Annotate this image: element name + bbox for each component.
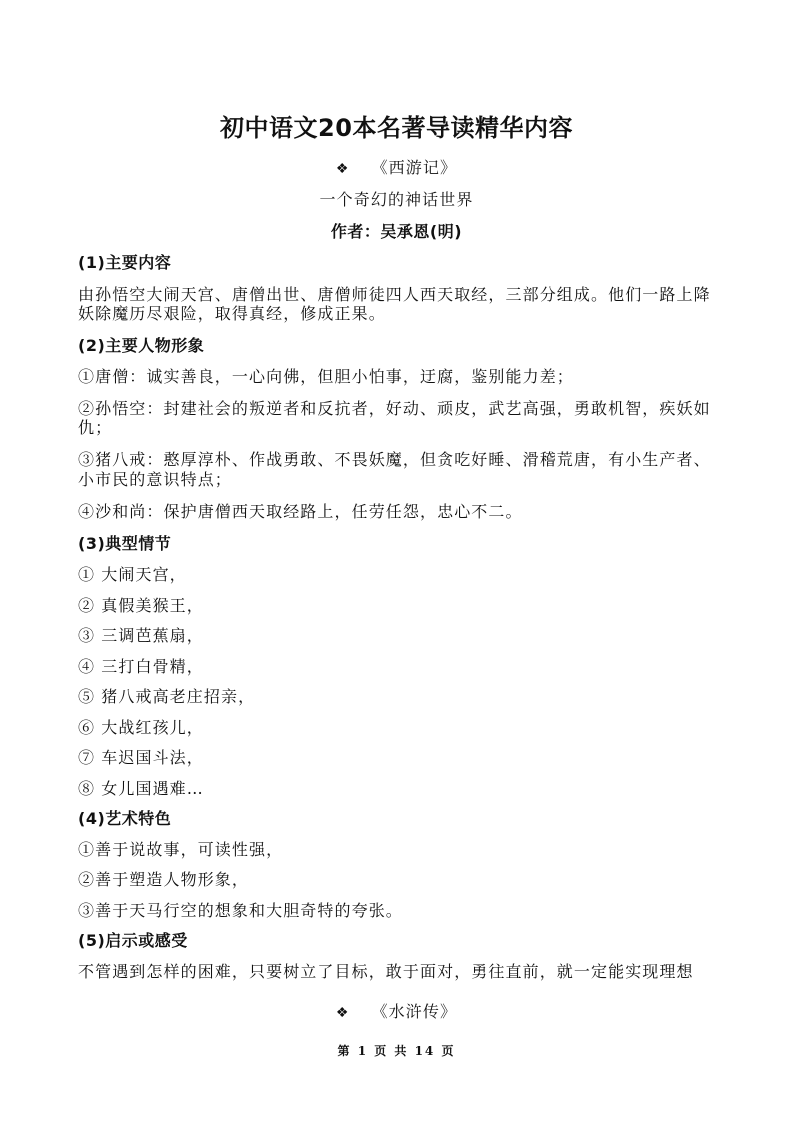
character-item: 仇； [78, 418, 113, 437]
character-item: 小市民的意识特点； [78, 470, 232, 489]
feature-item: ①善于说故事，可读性强， [78, 840, 284, 859]
plot-item: ② 真假美猴王， [78, 596, 204, 615]
plot-item: ④ 三打白骨精， [78, 657, 204, 676]
book-name: 《西游记》 [371, 158, 458, 177]
paragraph-line: 由孙悟空大闹天宫、唐僧出世、唐僧师徒四人西天取经，三部分组成。他们一路上降 [78, 285, 711, 304]
character-item: ③猪八戒：憨厚淳朴、作战勇敢、不畏妖魔，但贪吃好睡、滑稽荒唐，有小生产者、 [78, 450, 711, 469]
plot-item: ① 大闹天宫， [78, 565, 187, 584]
feature-item: ②善于塑造人物形象， [78, 870, 250, 889]
section-heading: (1)主要内容 [78, 253, 172, 272]
book-heading [0, 158, 793, 178]
section-heading: (5)启示或感受 [78, 931, 188, 950]
book-author: 作者：吴承恩(明) [330, 222, 463, 241]
plot-item: ⑤ 猪八戒高老庄招亲， [78, 687, 256, 706]
section-heading: (4)艺术特色 [78, 809, 172, 828]
book-subtitle: 一个奇幻的神话世界 [319, 190, 474, 209]
plot-item: ③ 三调芭蕉扇， [78, 626, 204, 645]
page-footer: 第 1 页 共 14 页 [337, 1044, 456, 1058]
diamond-icon: ❖ [335, 161, 350, 177]
plot-item: ⑦ 车迟国斗法， [78, 748, 204, 767]
section-heading: (2)主要人物形象 [78, 336, 205, 355]
book-name: 《水浒传》 [371, 1002, 458, 1021]
plot-item: ⑥ 大战红孩儿， [78, 718, 204, 737]
paragraph-line: 妖除魔历尽艰险，取得真经，修成正果。 [78, 304, 386, 323]
document-title: 初中语文20本名著导读精华内容 [220, 114, 573, 142]
paragraph-line: 不管遇到怎样的困难，只要树立了目标，敢于面对，勇往直前，就一定能实现理想 [78, 962, 694, 981]
character-item: ④沙和尚：保护唐僧西天取经路上，任劳任怨，忠心不二。 [78, 502, 523, 521]
character-item: ①唐僧：诚实善良，一心向佛，但胆小怕事，迂腐，鉴别能力差； [78, 367, 574, 386]
character-item: ②孙悟空：封建社会的叛逆者和反抗者，好动、顽皮，武艺高强，勇敢机智，疾妖如 [78, 399, 711, 418]
section-heading: (3)典型情节 [78, 534, 172, 553]
plot-item: ⑧ 女儿国遇难… [78, 779, 204, 798]
feature-item: ③善于天马行空的想象和大胆奇特的夸张。 [78, 901, 403, 920]
book-heading [0, 1002, 793, 1022]
diamond-icon: ❖ [335, 1005, 350, 1021]
